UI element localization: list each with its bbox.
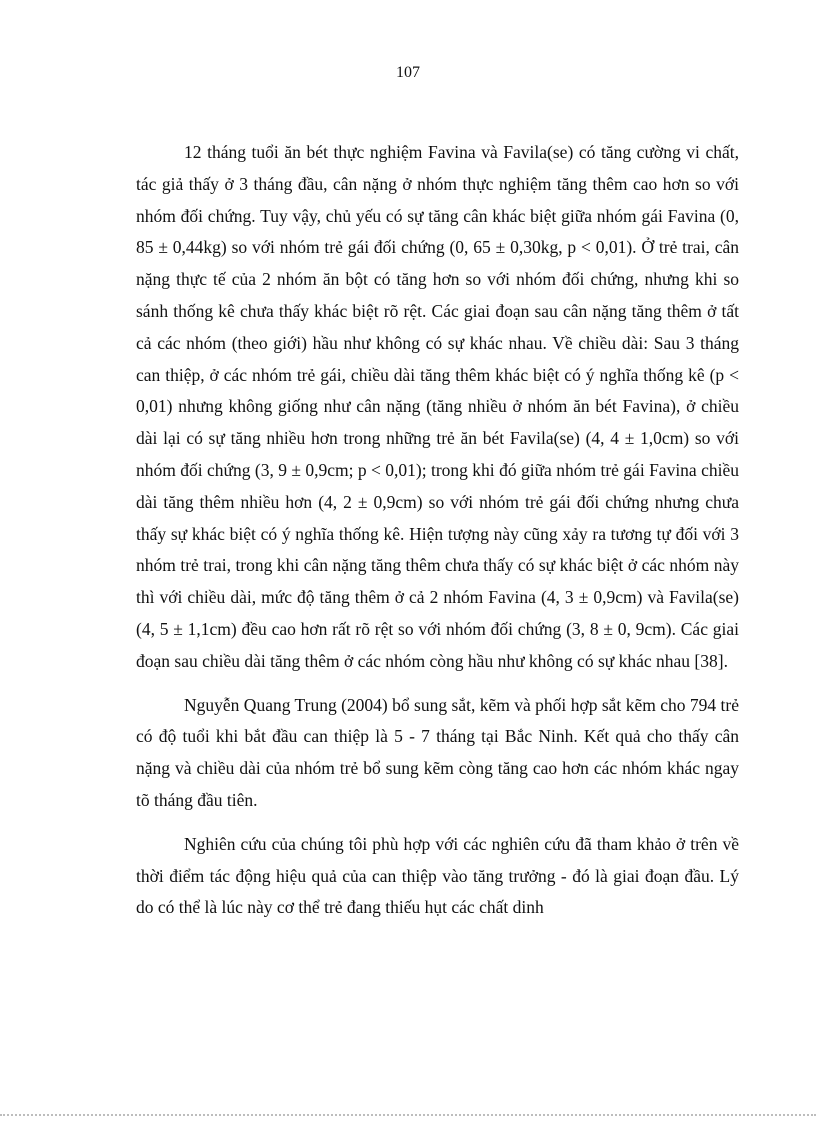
paragraph-2: Nguyễn Quang Trung (2004) bổ sung sắt, kẽm và phối hợp sắt kẽm cho 794 trẻ có độ tuổi khi bắt đầu can thiệp là 5 - 7 tháng tại Bắc Ninh. Kết quả cho thấy cân nặng và chiều dài của nhóm trẻ bổ sung kẽm còng tăng cao hơn các nhóm khác ngay tõ tháng đầu tiên.	[136, 694, 739, 810]
paragraph-3: Nghiên cứu của chúng tôi phù hợp với các nghiên cứu đã tham khảo ở trên về thời điểm tác động hiệu quả của can thiệp vào tăng trưởng - đó là giai đoạn đầu. Lý do có thể là lúc này cơ thể trẻ đang thiếu hụt các chất dinh	[136, 833, 739, 918]
page-number: 107	[396, 64, 420, 81]
page-bottom-border	[0, 1114, 816, 1116]
paragraph-1: 12 tháng tuổi ăn bét thực nghiệm Favina và Favila(se) có tăng cường vi chất, tác giả thấy ở 3 tháng đầu, cân nặng ở nhóm thực nghiệm tăng thêm cao hơn so với nhóm đối chứng. Tuy vậy, chủ yếu có sự tăng cân khác biệt giữa nhóm gái Favina (0, 85 ± 0,44kg) so với nhóm trẻ gái đối chứng (0, 65 ± 0,30kg, p < 0,01). Ở trẻ trai, cân nặng thực tế của 2 nhóm ăn bột có tăng hơn so với nhóm đối chứng, nhưng khi so sánh thống kê chưa thấy khác biệt rõ rệt. Các giai đoạn sau cân nặng tăng thêm ở tất cả các nhóm (theo giới) hầu như không có sự khác nhau. Về chiều dài: Sau 3 tháng can thiệp, ở các nhóm trẻ gái, chiều dài tăng thêm khác biệt có ý nghĩa thống kê (p < 0,01) nhưng không giống như cân nặng (tăng nhiều ở nhóm ăn bét Favina), ở chiều dài lại có sự tăng nhiều hơn trong những trẻ ăn bét Favila(se) (4, 4 ± 1,0cm) so với nhóm đối chứng (3, 9 ± 0,9cm; p < 0,01); trong khi đó giữa nhóm trẻ gái Favina chiều dài tăng thêm nhiều hơn (4, 2 ± 0,9cm) so với nhóm trẻ gái đối chứng nhưng chưa thấy sự khác biệt có ý nghĩa thống kê. Hiện tượng này cũng xảy ra tương tự đối với 3 nhóm trẻ trai, trong khi cân nặng tăng thêm chưa thấy có sự khác biệt ở các nhóm này thì với chiều dài, mức độ tăng thêm ở cả 2 nhóm Favina (4, 3 ± 0,9cm) và Favila(se) (4, 5 ± 1,1cm) đều cao hơn rất rõ rệt so với nhóm đối chứng (3, 8 ± 0, 9cm). Các giai đoạn sau chiều dài tăng thêm ở các nhóm còng hầu như không có sự khác nhau [38].	[136, 142, 739, 671]
body-text	[136, 137, 739, 936]
